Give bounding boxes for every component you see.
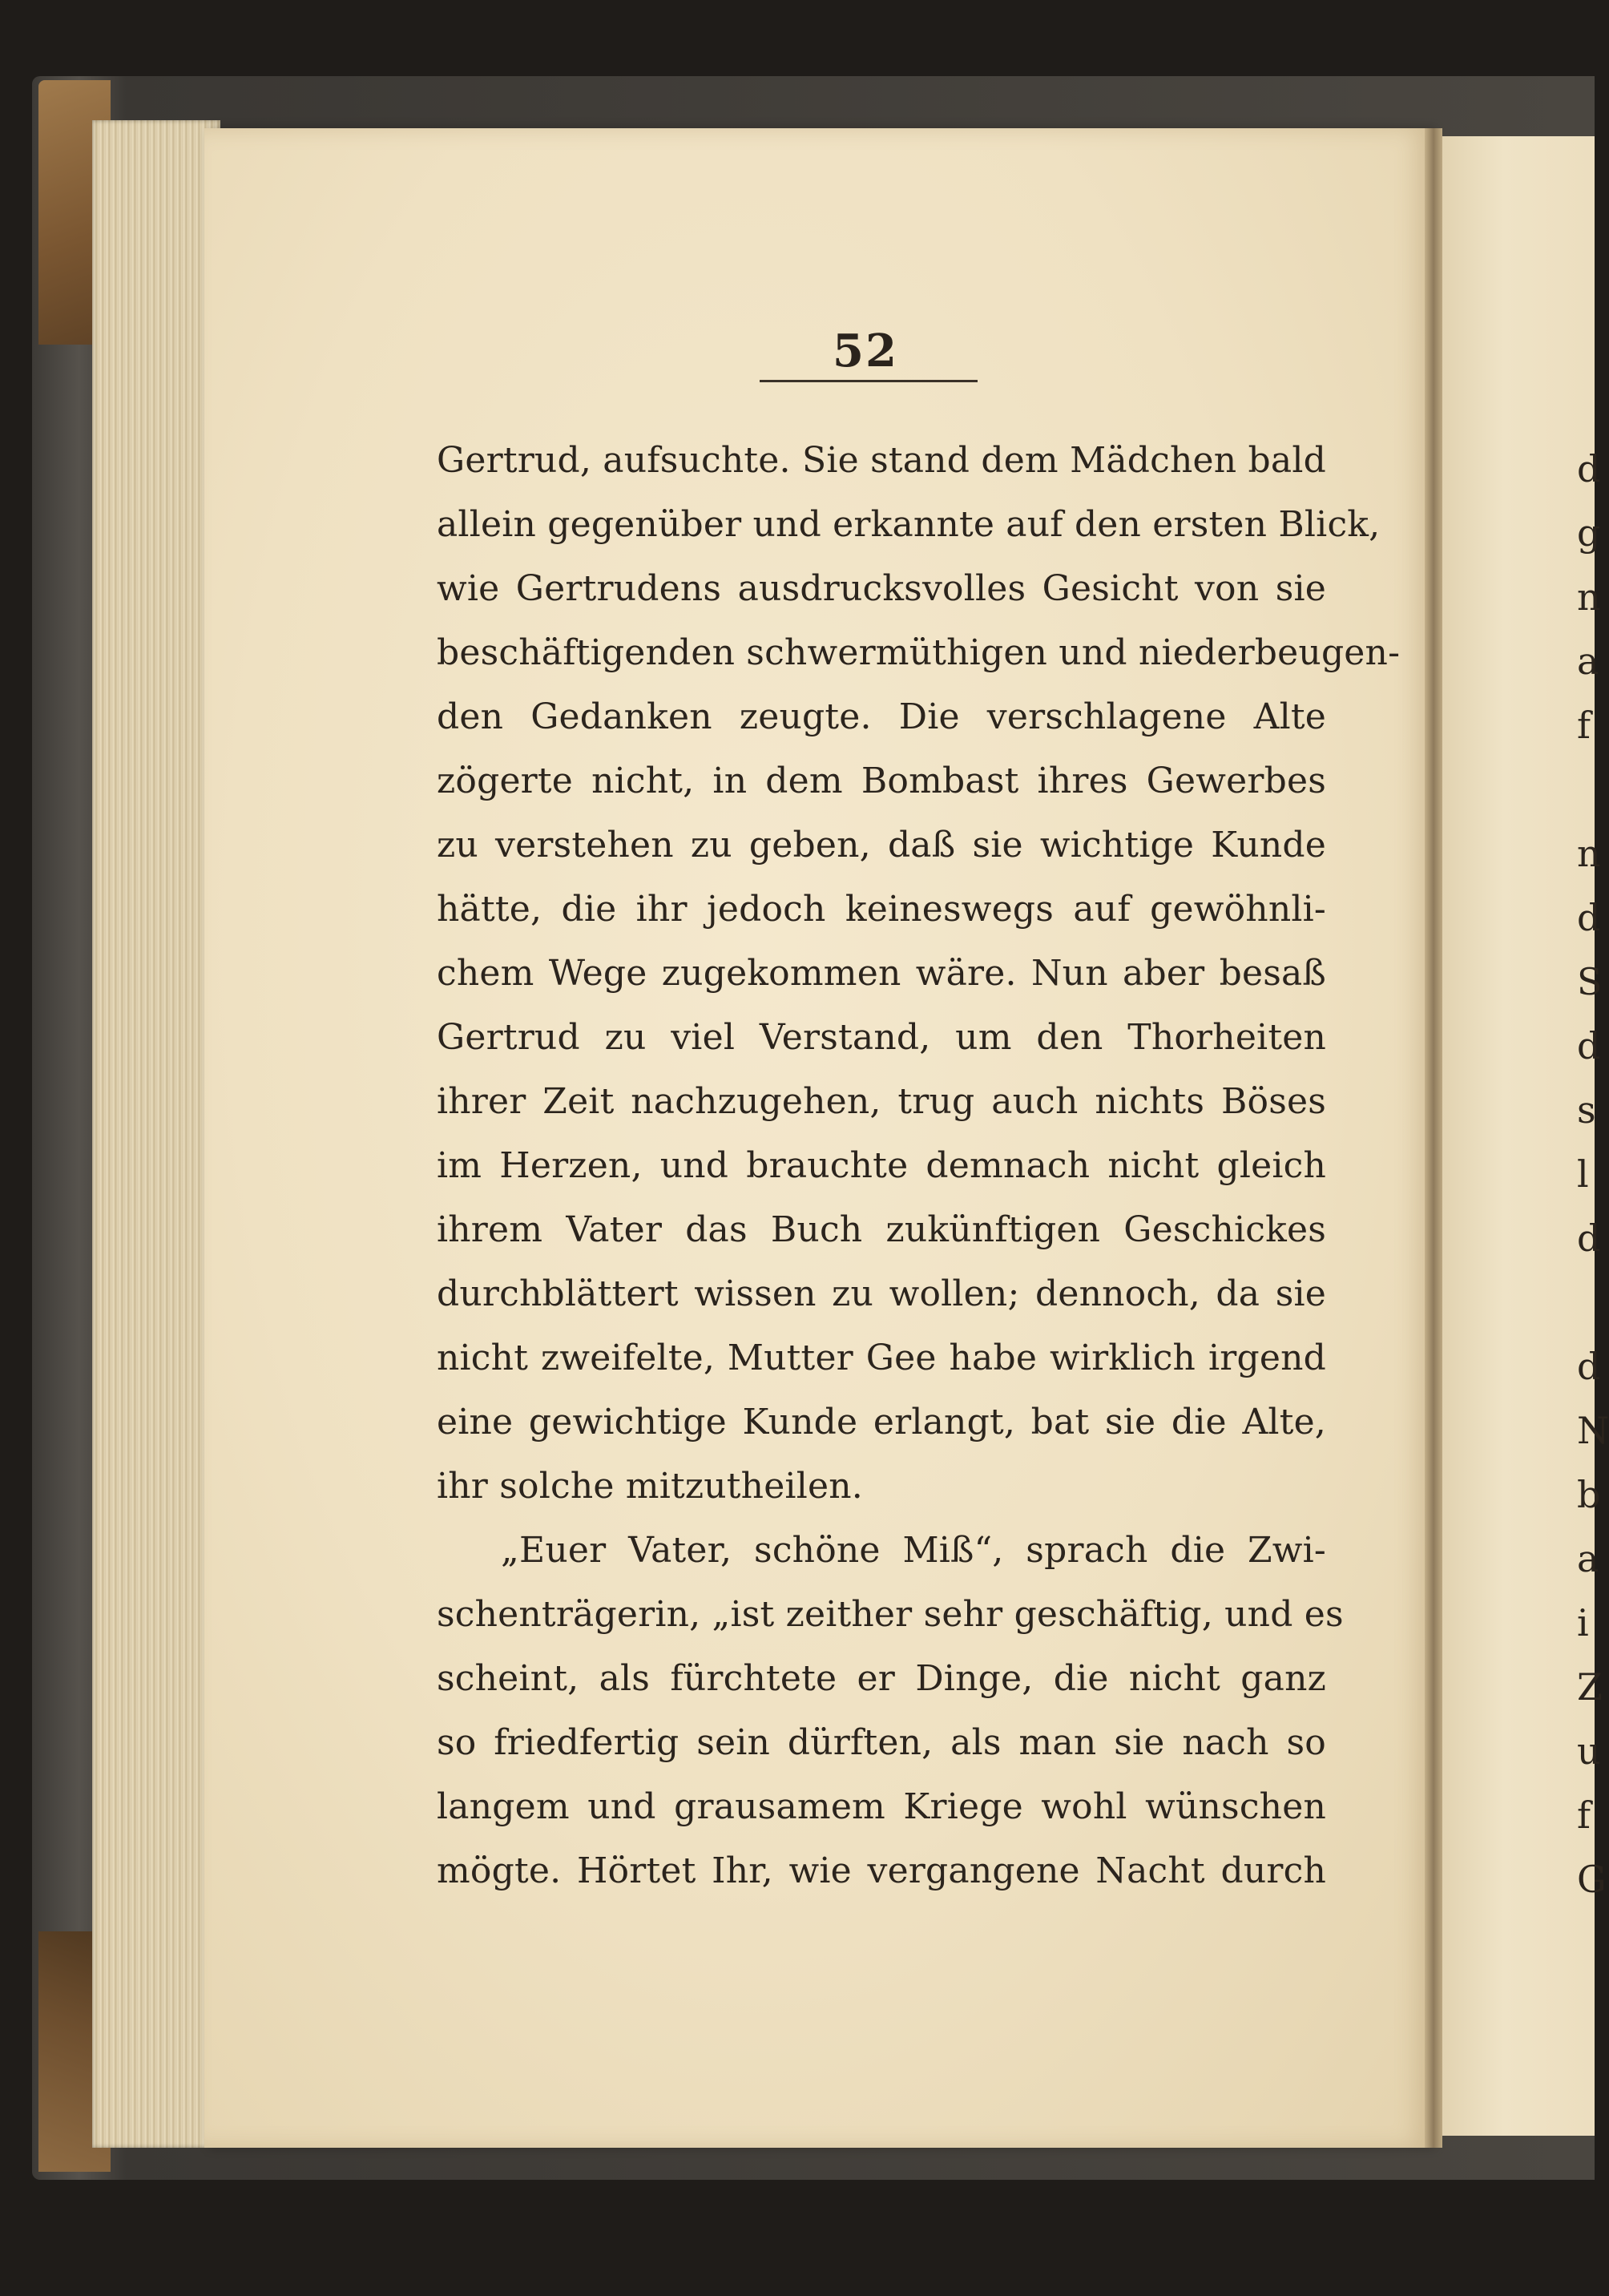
text-line: zu verstehen zu geben, daß sie wichtige Kunde bbox=[437, 825, 1326, 866]
facing-line-start: S bbox=[1577, 960, 1603, 1003]
text-line: wie Gertrudens ausdrucksvolles Gesicht von sie bbox=[437, 568, 1326, 609]
text-line: scheint, als fürchtete er Dinge, die nicht ganz bbox=[437, 1658, 1326, 1699]
facing-line-start: g bbox=[1577, 511, 1601, 555]
facing-page bbox=[1442, 136, 1609, 2136]
facing-line-start: Z bbox=[1577, 1665, 1603, 1709]
facing-line-start: b bbox=[1577, 1473, 1601, 1516]
text-line: mögte. Hörtet Ihr, wie vergangene Nacht durch bbox=[437, 1850, 1326, 1891]
text-line: chem Wege zugekommen wäre. Nun aber besaß bbox=[437, 953, 1326, 994]
text-line: Gertrud zu viel Verstand, um den Thorheiten bbox=[437, 1017, 1326, 1058]
text-line: hätte, die ihr jedoch keineswegs auf gewöhnli- bbox=[437, 889, 1326, 930]
text-line: ihrer Zeit nachzugehen, trug auch nichts Böses bbox=[437, 1081, 1326, 1122]
header-rule bbox=[760, 380, 978, 382]
text-line: zögerte nicht, in dem Bombast ihres Gewerbes bbox=[437, 761, 1326, 801]
text-line: allein gegenüber und erkannte auf den ersten Blick, bbox=[437, 504, 1381, 545]
facing-line-start: n bbox=[1577, 575, 1601, 619]
facing-line-start: i bbox=[1577, 1601, 1589, 1644]
page-edges bbox=[92, 120, 220, 2148]
text-line: durchblättert wissen zu wollen; dennoch, da sie bbox=[437, 1273, 1326, 1314]
text-line: schenträgerin, „ist zeither sehr geschäftig, und es bbox=[437, 1594, 1344, 1635]
text-line: ihr solche mitzutheilen. bbox=[437, 1466, 863, 1507]
facing-line-start: u bbox=[1577, 1729, 1601, 1773]
facing-line-start: n bbox=[1577, 832, 1601, 875]
text-line: langem und grausamem Kriege wohl wünschen bbox=[437, 1786, 1326, 1827]
text-line: Gertrud, aufsuchte. Sie stand dem Mädchen bald bbox=[437, 440, 1326, 481]
facing-line-start: f bbox=[1577, 1794, 1591, 1837]
facing-line-start: G bbox=[1577, 1858, 1607, 1901]
facing-line-start: a bbox=[1577, 640, 1599, 683]
facing-line-start: d bbox=[1577, 896, 1601, 939]
facing-line-start: l bbox=[1577, 1152, 1589, 1196]
text-line: so friedfertig sein dürften, als man sie nach so bbox=[437, 1722, 1326, 1763]
text-line: nicht zweifelte, Mutter Gee habe wirklich irgend bbox=[437, 1338, 1326, 1378]
facing-line-start: d bbox=[1577, 1024, 1601, 1067]
facing-line-start: d bbox=[1577, 1217, 1601, 1260]
facing-line-start: f bbox=[1577, 704, 1591, 747]
text-line: ihrem Vater das Buch zukünftigen Geschickes bbox=[437, 1209, 1326, 1250]
facing-line-start: s bbox=[1577, 1088, 1596, 1132]
facing-line-start: a bbox=[1577, 1537, 1599, 1580]
page-number: 52 bbox=[833, 325, 898, 377]
facing-line-start: d bbox=[1577, 1345, 1601, 1388]
text-line: den Gedanken zeugte. Die verschlagene Alte bbox=[437, 696, 1326, 737]
body-text bbox=[437, 429, 1401, 1903]
text-line: im Herzen, und brauchte demnach nicht gleich bbox=[437, 1145, 1326, 1186]
facing-line-start: d bbox=[1577, 447, 1601, 490]
text-line: eine gewichtige Kunde erlangt, bat sie die Alte, bbox=[437, 1402, 1326, 1443]
facing-line-start: N bbox=[1577, 1409, 1609, 1452]
book-gutter bbox=[1425, 128, 1442, 2148]
text-line: „Euer Vater, schöne Miß“, sprach die Zwi- bbox=[501, 1530, 1326, 1571]
text-line: beschäftigenden schwermüthigen und niederbeugen- bbox=[437, 632, 1401, 673]
